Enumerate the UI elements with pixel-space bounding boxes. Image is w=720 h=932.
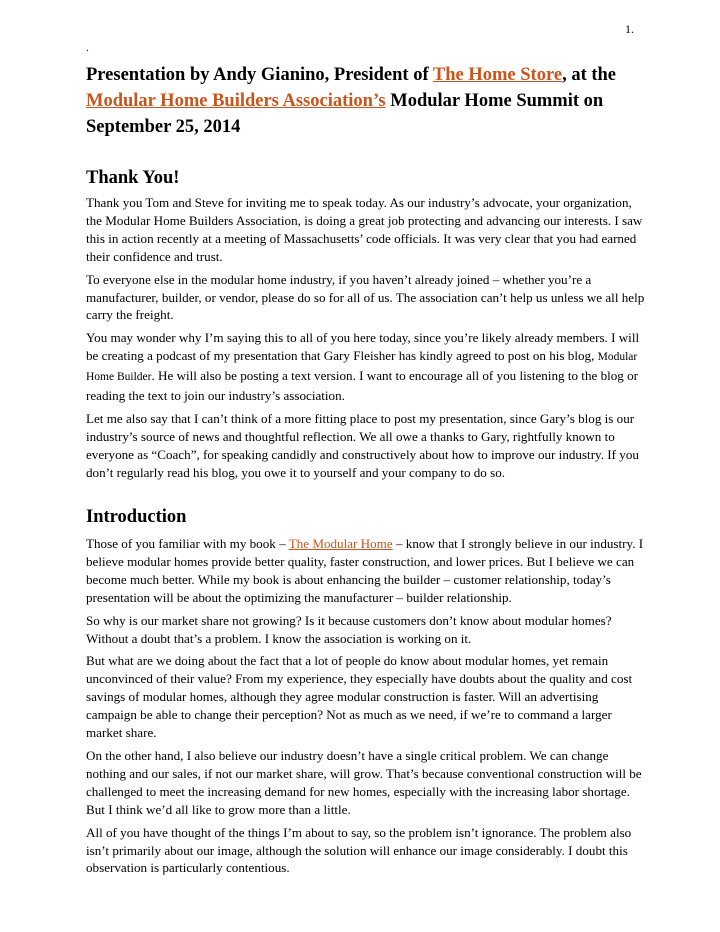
stray-dot: . [86, 40, 89, 54]
modular-home-book-link[interactable]: The Modular Home [288, 536, 393, 551]
paragraph: You may wonder why I’m saying this to all of you here today, since you’re likely already members. I will be creating a podcast of my presentation that Gary Fleisher has kindly agreed to post on his blog, Modular Home Builder. He will also be posting a text version. I want to encourage all of you listening to the blog or reading the text to join our industry’s association. [86, 330, 640, 404]
title-part2: , at the [562, 65, 617, 85]
paragraph: But what are we doing about the fact that a lot of people do know about modular homes, yet remain unconvinced of their value? From my experience, they especially have doubts about the quality and cost savings of modular homes, although they agree modular construction is faster. Will an advertising campaign be able to change their perception? Not as much as we need, if we’re to command a larger market share. [86, 653, 633, 741]
home-store-link[interactable]: The Home Store [432, 65, 563, 85]
title-part1: Presentation by Andy Gianino, President of [86, 65, 433, 85]
paragraph: On the other hand, I also believe our industry doesn’t have a single critical problem. We can change nothing and our sales, if not our market share, will grow. That’s because conventional construction will be challenged to meet the increasing demand for new homes, especially with the increasing labor shortage. But I think we’d all like to grow more than a little. [86, 747, 642, 817]
paragraph: To everyone else in the modular home industry, if you haven’t already joined – whether you’re a manufacturer, builder, or vendor, please do so for all of us. The association can’t help us unless we all help carry the freight. [86, 271, 645, 323]
page-number: 1. [625, 22, 634, 36]
mhba-link[interactable]: Modular Home Builders Association’s [86, 91, 386, 111]
paragraph: All of you have thought of the things I’m about to say, so the problem isn’t ignorance. The problem also isn’t primarily about our image, although the solution will enhance our image considerably. I doubt this observation is particularly contentious. [86, 824, 632, 876]
paragraph: Let me also say that I can’t think of a more fitting place to post my presentation, since Gary’s blog is our industry’s source of news and thoughtful reflection. We all owe a thanks to Gary, rightfully known to everyone as “Coach”, for speaking candidly and constructively about how to improve our industry. If you don’t regularly read his blog, you owe it to yourself and your company to do so. [86, 410, 639, 480]
thank-you-section [86, 194, 646, 487]
title-part3: Modular Home Summit on September 25, 2014 [86, 91, 604, 137]
thank-you-heading: Thank You! [86, 168, 180, 188]
paragraph: Those of you familiar with my book – The Modular Home – know that I strongly believe in our industry. I believe modular homes provide better quality, faster construction, and lower prices. But I believe we can become much better. While my book is about enhancing the builder – customer relationship, today’s presentation will be about the optimizing the manufacturer – builder relationship. [86, 536, 644, 605]
blog-name: Modular Home Builder [86, 351, 638, 384]
introduction-section [86, 535, 646, 882]
introduction-heading: Introduction [86, 507, 187, 527]
paragraph: Thank you Tom and Steve for inviting me to speak today. As our industry’s advocate, your organization, the Modular Home Builders Association, is doing a great job protecting and advancing our interests. I saw this in action recently at a meeting of Massachusetts’ code officials. It was very clear that you had earned their confidence and trust. [86, 195, 643, 264]
document-title [86, 62, 646, 140]
paragraph: So why is our market share not growing? Is it because customers don’t know about modular homes? Without a doubt that’s a problem. I know the association is working on it. [86, 612, 612, 646]
